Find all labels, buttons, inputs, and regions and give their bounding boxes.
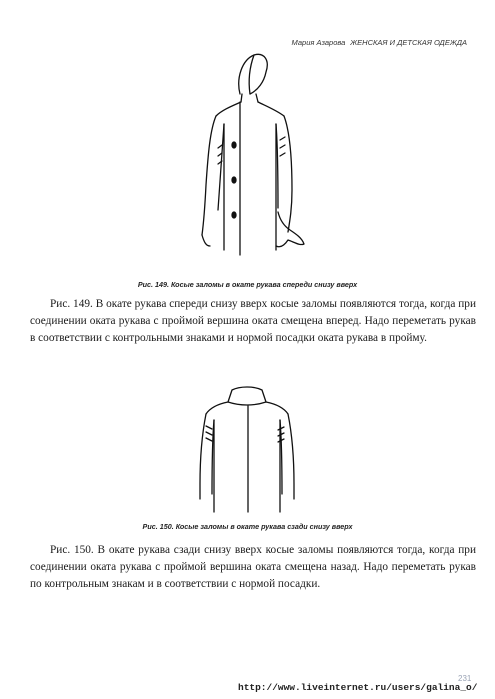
header-book-title: ЖЕНСКАЯ И ДЕТСКАЯ ОДЕЖДА (350, 38, 467, 47)
header-author: Мария Азарова (291, 38, 346, 47)
page-number: 231 (458, 674, 472, 683)
running-header (292, 38, 467, 47)
figure-150-caption: Рис. 150. Косые заломы в окате рукава сзади снизу вверх (142, 522, 353, 531)
figure-149-caption: Рис. 149. Косые заломы в окате рукава спереди снизу вверх (137, 280, 358, 289)
footer-url-link[interactable]: http://www.liveinternet.ru/users/galina_o/ (238, 682, 478, 693)
paragraph-figure-150: Рис. 150. В окате рукава сзади снизу вверх косые заломы появляются тогда, когда при соединении оката рукава с проймой вершина оката смещена назад. Надо переметать рукав по контрольным знакам и в соответствии с нормой посадки. (30, 544, 476, 590)
figure-150-coat-back-illustration (192, 384, 304, 514)
figure-149-coat-front-illustration (180, 50, 310, 265)
paragraph-figure-149: Рис. 149. В окате рукава спереди снизу вверх косые заломы появляются тогда, когда при соединении оката рукава с проймой вершина оката смещена вперед. Надо переметать рукав в соответствии с контрольными знаками и нормой посадки оката рукава в пройму. (30, 298, 476, 344)
